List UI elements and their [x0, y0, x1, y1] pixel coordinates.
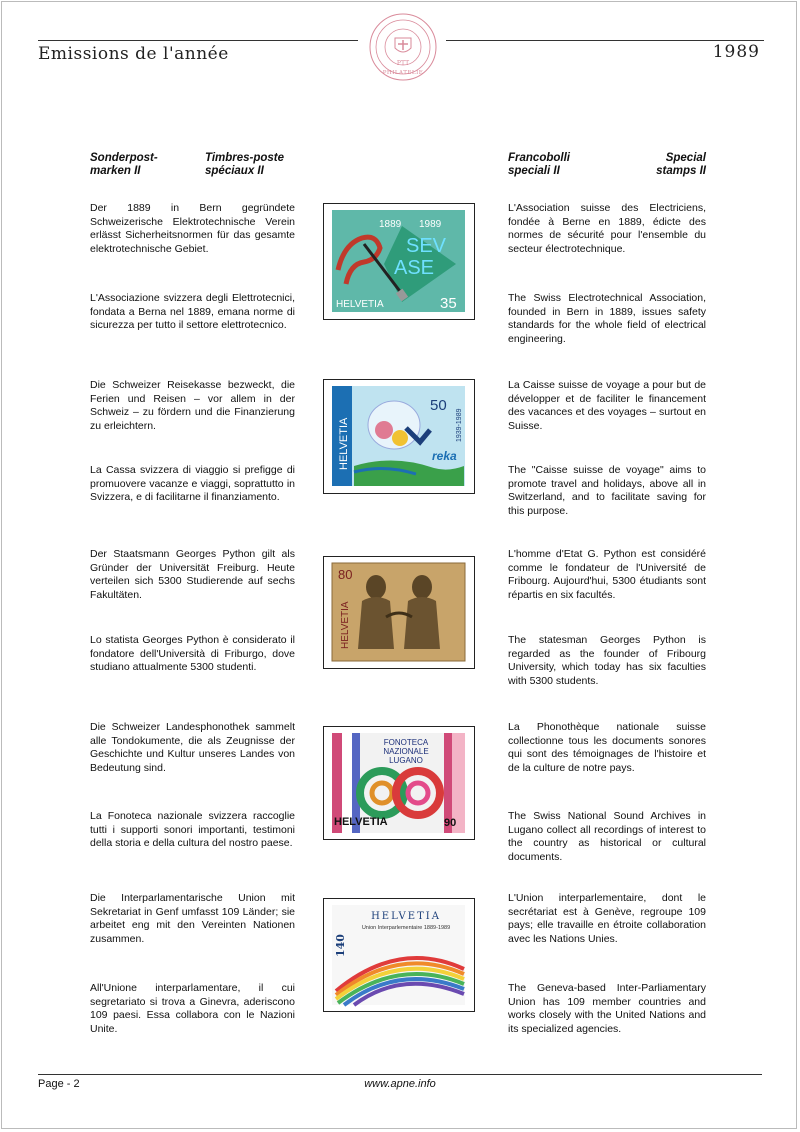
stamp1-year-right: 1989 — [419, 219, 442, 230]
column-head-it-line1: Francobolli — [508, 152, 570, 164]
svg-text:PHILATELIE: PHILATELIE — [382, 70, 424, 76]
column-head-fr — [205, 152, 284, 178]
stamp-reka — [323, 379, 475, 494]
column-head-de-line1: Sonderpost- — [90, 152, 158, 164]
stamp1-text-en: The Swiss Electrotechnical Association, founded in Bern in 1889, issues safety standards for the whole field of electrical engineering. — [508, 292, 706, 345]
stamp5-text-de: Die Interparlamentarische Union mit Sekretariat in Genf umfasst 109 Länder; sie arbeitet eng mit den Vereinten Nationen zusammen. — [90, 892, 295, 945]
stamp-ipu — [323, 898, 475, 1012]
ptt-philatelie-logo — [360, 10, 446, 84]
header-rule-left — [38, 40, 358, 41]
stamp4-text-en: The Swiss National Sound Archives in Lugano collect all recordings of interest to the country as historical or cultural documents. — [508, 810, 706, 863]
stamp1-text-de: Der 1889 in Bern gegründete Schweizerische Elektrotechnische Verein erlässt Sicherheitsnormen für das gesamte elektrotechnische Gebiet. — [90, 202, 295, 255]
stamp5-inscription: Union Interparlementaire 1889-1989 — [361, 925, 451, 931]
stamp5-text-fr: L'Union interparlementaire, dont le secrétariat est à Genève, regroupe 109 pays; elle travaille en étroite collaboration avec les Nations Unies. — [508, 892, 706, 945]
stamp2-text-en: The "Caisse suisse de voyage" aims to promote travel and holidays, above all in Switzerland, and to facilitate saving for this purpose. — [508, 464, 706, 517]
column-head-fr-line1: Timbres-poste — [205, 152, 285, 164]
stamp5-text-en: The Geneva-based Inter-Parliamentary Union has 109 member countries and works closely with the United Nations and its specialized agencies. — [508, 982, 706, 1035]
stamp1-sev: SEV — [406, 235, 447, 257]
column-head-de-line2: marken II — [90, 165, 141, 177]
stamp3-value: 80 — [338, 567, 353, 582]
stamp1-value: 35 — [440, 295, 457, 312]
stamp2-years: 1939-1989 — [456, 408, 463, 442]
stamp-sev-ase — [323, 203, 475, 320]
column-head-de — [90, 152, 158, 178]
stamp1-text-fr: L'Association suisse des Electriciens, fondée à Berne en 1889, édicte des normes de sécurité pour l'ensemble du secteur électrotechnique. — [508, 202, 706, 255]
stamp2-text-fr: La Caisse suisse de voyage a pour but de développer et de faciliter le financement des vacances et des voyages – surtout en Suisse. — [508, 379, 706, 432]
stamp4-value: 90 — [444, 817, 457, 829]
stamp1-text-it: L'Associazione svizzera degli Elettrotecnici, fondata a Berna nel 1889, emana norme di sicurezza per tutto il settore elettrotecnico. — [90, 292, 295, 332]
svg-text:PTT: PTT — [396, 60, 410, 67]
stamp2-reka: reka — [432, 449, 457, 463]
column-head-en-line1: Special — [665, 152, 706, 164]
column-head-it-line2: speciali II — [508, 165, 560, 177]
stamp1-ase: ASE — [394, 257, 435, 279]
stamp1-year-left: 1889 — [379, 219, 402, 230]
stamp5-country: HELVETIA — [371, 911, 441, 922]
stamp5-value: 140 — [334, 934, 347, 957]
footer-rule — [38, 1074, 762, 1075]
stamp3-text-it: Lo statista Georges Python è considerato il fondatore dell'Università di Friburgo, dove studiano attualmente 5300 studenti. — [90, 634, 295, 674]
stamp3-text-fr: L'homme d'Etat G. Python est considéré comme le fondateur de l'Université de Fribourg. Aujourd'hui, 5300 étudiants sont répartis en six facultés. — [508, 548, 706, 601]
header-rule-right — [446, 40, 764, 41]
stamp5-text-it: All'Unione interparlamentare, il cui segretariato si trova a Ginevra, aderiscono 109 paesi. Essa collabora con le Nazioni Unite. — [90, 982, 295, 1035]
stamp4-text-fr: La Phonothèque nationale suisse collectionne tous les documents sonores qui sont des témoignages de l'histoire et de la culture de notre pays. — [508, 721, 706, 774]
website-link[interactable]: www.apne.info — [364, 1078, 436, 1090]
stamp3-country: HELVETIA — [340, 601, 351, 649]
stamp2-text-de: Die Schweizer Reisekasse bezweckt, die Ferien und Reisen – vor allem in der Schweiz – zu fördern und die Finanzierung zu erleichtern. — [90, 379, 295, 432]
stamp4-country: HELVETIA — [334, 816, 388, 828]
column-head-en — [620, 152, 706, 178]
stamp-fribourg — [323, 556, 475, 669]
stamp4-nazionale: NAZIONALE — [383, 747, 429, 756]
stamp4-lugano: LUGANO — [389, 756, 423, 765]
year-label: 1989 — [712, 42, 760, 62]
stamp3-text-en: The statesman Georges Python is regarded as the founder of Fribourg University, which today has six faculties with 5300 students. — [508, 634, 706, 687]
stamp2-text-it: La Cassa svizzera di viaggio si prefigge di promuovere vacanze e viaggi, soprattutto in Svizzera, e di facilitarne il finanziamento. — [90, 464, 295, 504]
column-head-fr-line2: spéciaux II — [205, 165, 264, 177]
stamp2-country: HELVETIA — [338, 417, 350, 470]
stamp1-country: HELVETIA — [336, 299, 384, 310]
page-title: Emissions de l'année — [38, 44, 229, 64]
stamp4-fonoteca: FONOTECA — [383, 738, 429, 747]
page-number: Page - 2 — [38, 1078, 80, 1090]
stamp2-value: 50 — [430, 397, 447, 414]
stamp-fonoteca — [323, 726, 475, 840]
stamp4-text-it: La Fonoteca nazionale svizzera raccoglie tutti i supporti sonori importanti, testimoni della storia e della cultura del nostro paese. — [90, 810, 295, 850]
stamp4-text-de: Die Schweizer Landesphonothek sammelt alle Tondokumente, die als Zeugnisse der Geschichte und Kultur unseres Landes von Bedeutung sind. — [90, 721, 295, 774]
stamp3-text-de: Der Staatsmann Georges Python gilt als Gründer der Universität Freiburg. Heute verteilen sich 5300 Studierende auf sechs Fakultäten. — [90, 548, 295, 601]
column-head-en-line2: stamps II — [656, 165, 706, 177]
column-head-it — [508, 152, 570, 178]
